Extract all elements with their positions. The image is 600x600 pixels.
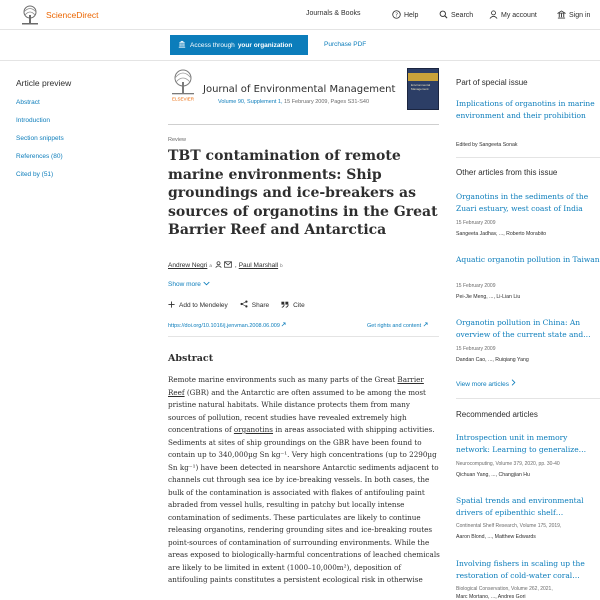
quote-icon — [281, 301, 289, 310]
access-bar — [0, 30, 600, 61]
article-authors: Pei-Jie Meng, ..., Li-Lian Liu — [456, 294, 521, 300]
view-more-articles-link[interactable]: View more articles — [456, 379, 516, 388]
author-link[interactable]: Andrew Negri — [168, 262, 208, 269]
cover-title: Environmental Management — [411, 83, 431, 91]
purchase-pdf-link[interactable]: Purchase PDF — [324, 41, 367, 48]
journal-issue-info — [218, 99, 369, 105]
article-source: Continental Shelf Research, Volume 175, 2019, — [456, 523, 562, 529]
elsevier-tree-icon[interactable] — [18, 5, 42, 25]
institution-icon — [557, 10, 566, 21]
volume-link[interactable]: Volume 90, Supplement 1, — [218, 99, 283, 105]
plus-icon — [168, 301, 175, 310]
elsevier-logo-icon[interactable] — [168, 68, 198, 102]
article-authors: Aaron Blond, ..., Matthew Edwards — [456, 534, 536, 540]
recommended-article-link[interactable]: Involving fishers in scaling up the restoration of cold-water coral… — [456, 559, 585, 580]
bank-icon — [178, 40, 186, 50]
related-article-link[interactable]: Organotin pollution in China: An overview of the current state and… — [456, 318, 591, 339]
divider — [168, 336, 439, 337]
article-authors: Dandan Cao, ..., Ruiqiang Yang — [456, 357, 529, 363]
related-article-link[interactable]: Organotins in the sediments of the Zuari estuary, west coast of India — [456, 192, 589, 213]
user-icon — [489, 10, 498, 21]
article-title: TBT contamination of remote marine environments: Ship groundings and ice-breakers as sources of organotins in the Great Barrier Reef and Antarctica — [168, 148, 438, 239]
chevron-right-icon — [511, 381, 516, 388]
sign-in-link[interactable]: Sign in — [557, 10, 590, 21]
person-icon[interactable] — [215, 261, 222, 270]
special-issue-heading: Part of special issue — [456, 78, 528, 87]
doi-link[interactable]: https://doi.org/10.1016/j.jenvman.2008.06.009 — [168, 322, 286, 329]
special-issue-editor: Edited by Sangeeta Sonak — [456, 142, 518, 148]
recommended-article-link[interactable]: Introspection unit in memory network: Learning to generalize… — [456, 433, 587, 454]
journals-books-link[interactable]: Journals & Books — [306, 10, 361, 17]
journal-title-link[interactable]: Journal of Environmental Management — [203, 84, 396, 95]
related-article-link[interactable]: Aquatic organotin pollution in Taiwan — [456, 255, 600, 264]
other-articles-heading: Other articles from this issue — [456, 168, 558, 177]
topic-link[interactable]: Barrier Reef — [168, 375, 424, 397]
article-type-label: Review — [168, 137, 187, 143]
article-authors: Sangeeta Jadhav, ..., Roberto Morabito — [456, 231, 547, 237]
article-date: 15 February 2009 — [456, 346, 496, 352]
recommended-articles-heading: Recommended articles — [456, 410, 538, 419]
article-authors: Marc Mortano, ..., Andres Gori — [456, 594, 526, 600]
divider — [456, 157, 600, 158]
svg-text:?: ? — [395, 12, 398, 19]
access-through-organization-button[interactable]: Access through your organization — [170, 35, 308, 55]
get-rights-link[interactable]: Get rights and content — [367, 322, 428, 329]
nav-abstract[interactable]: Abstract — [16, 99, 40, 106]
article-actions — [168, 300, 305, 310]
article-source: Neurocomputing, Volume 379, 2020, pp. 30-40 — [456, 461, 560, 467]
author-list: Andrew Negri a , Paul Marshall b — [168, 262, 283, 269]
recommended-article-link[interactable]: Spatial trends and environmental drivers of epibenthic shelf… — [456, 496, 584, 517]
nav-introduction[interactable]: Introduction — [16, 117, 50, 124]
article-source: Biological Conservation, Volume 262, 2021, — [456, 586, 553, 592]
journal-cover-image[interactable] — [407, 68, 439, 110]
nav-references[interactable]: References (80) — [16, 153, 63, 160]
show-more-button[interactable]: Show more — [168, 281, 210, 288]
issue-date-pages: 15 February 2009, Pages S31-S40 — [284, 99, 370, 105]
author-link[interactable]: Paul Marshall — [238, 262, 279, 269]
abstract-text: Remote marine environments such as many parts of the Great Barrier Reef (GBR) and the Antarctic are often assumed to be among the most pristine natural habitats. While distance protects them from many sources of pollution, recent studies have revealed extremely high concentrations of organotins in areas associated with shipping activities. Sediments at sites of ship groundings on the GBR have been found to contain up to 340,000µg Sn kg⁻¹. Very high concentrations (up to 2290µg Sn kg⁻¹) have been detected in nearshore Antarctic sediments adjacent to channels cut through sea ice by ice-breaking vessels. In both cases, the bulk of the contamination is associated with flakes of antifouling paint abraded from vessel hulls, resulting in patchy but locally intense contamination of sediments. These particulates are likely to continue releasing organotins, rendering grounding sites and ice-breaking routes point-sources of contamination of surrounding environments. While the areas exposed to biologically-harmful concentrations of leached chemicals are likely to be limited in extent (1000–10,000m²), deposition of antifouling paints constitutes a persistent ecological risk in otherwise — [168, 375, 440, 584]
special-issue-link[interactable]: Implications of organotins in marine environment and their prohibition — [456, 99, 595, 120]
chevron-down-icon — [203, 281, 210, 288]
cite-button[interactable]: Cite — [281, 300, 305, 310]
article-date: 15 February 2009 — [456, 220, 496, 226]
add-to-mendeley-button[interactable]: Add to Mendeley — [168, 300, 228, 310]
topic-link[interactable]: organotins — [233, 425, 274, 434]
share-button[interactable]: Share — [240, 300, 269, 310]
my-account-link[interactable]: My account — [489, 10, 537, 21]
article-date: 15 February 2009 — [456, 283, 496, 289]
divider — [168, 124, 439, 125]
share-icon — [240, 300, 248, 310]
nav-section-snippets[interactable]: Section snippets — [16, 135, 64, 142]
nav-cited-by[interactable]: Cited by (51) — [16, 171, 54, 178]
search-icon — [439, 10, 448, 21]
abstract-heading: Abstract — [168, 353, 214, 364]
email-icon[interactable] — [224, 261, 232, 270]
article-preview-heading: Article preview — [16, 78, 72, 88]
divider — [456, 398, 600, 399]
top-bar — [0, 0, 600, 30]
help-link[interactable]: ? Help — [392, 10, 418, 21]
article-authors: Qichuan Yang, ..., Changjian Hu — [456, 472, 530, 478]
svg-text:ELSEVIER: ELSEVIER — [171, 96, 195, 102]
external-link-icon — [423, 323, 428, 329]
help-icon — [392, 10, 401, 21]
search-link[interactable]: Search — [439, 10, 473, 21]
external-link-icon — [281, 323, 286, 329]
sciencedirect-logo-text[interactable]: ScienceDirect — [46, 10, 99, 20]
article-preview-nav — [16, 78, 136, 188]
